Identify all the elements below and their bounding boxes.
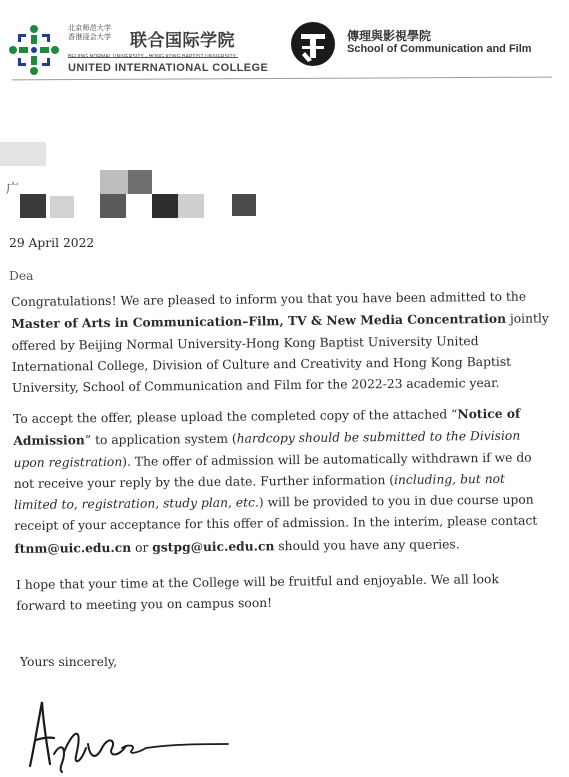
school-en-name: School of Communication and Film xyxy=(347,43,532,55)
p2-text-1: To accept the offer, please upload the completed copy of the attached “ xyxy=(13,407,458,426)
p1-text-1: Congratulations! We are pleased to inform you that you have been admitted to the xyxy=(11,289,527,309)
signature-icon xyxy=(24,688,234,774)
paragraph-admission xyxy=(11,286,552,399)
redacted-block xyxy=(20,194,46,218)
contact-email-ftnm: ftnm@uic.edu.cn xyxy=(14,539,132,556)
p2-text-2: ” to application system ( xyxy=(84,431,237,448)
address-fragment: 广 xyxy=(6,182,20,197)
paragraph-acceptance xyxy=(13,402,553,560)
paragraph-closing-wish: I hope that your time at the College will be fruitful and enjoyable. We all look forward to meeting you on campus soon! xyxy=(16,572,499,614)
program-name: Master of Arts in Communication–Film, TV & New Media Concentration xyxy=(11,311,507,332)
p1-text-2: jointly offered by Beijing Normal University-Hong Kong Baptist University United International College, Division of Culture and Creativity and Hong Kong Baptist University, School of Communication and Film for the 2022-23 academic year. xyxy=(11,311,549,396)
uic-logo-icon xyxy=(4,20,64,80)
including-note: including, but not limited to, registration, study plan, etc. xyxy=(13,471,506,513)
school-cn-name: 傳理與影視學院 xyxy=(347,29,432,43)
letter-date: 29 April 2022 xyxy=(9,236,95,250)
redacted-block xyxy=(232,194,256,216)
p2-text-6: should you have any queries. xyxy=(274,537,460,554)
uic-cn-line2: 香港浸会大学 xyxy=(68,33,112,41)
uic-cn-line1: 北京师范大学 xyxy=(68,24,112,32)
redacted-block xyxy=(128,170,152,194)
notice-of-admission: Notice of Admission xyxy=(13,405,521,449)
redacted-block xyxy=(152,194,178,218)
redacted-block xyxy=(50,196,74,218)
uic-divider xyxy=(68,57,238,58)
uic-name-block xyxy=(68,24,269,74)
salutation: Dea xyxy=(9,269,34,283)
p2-text-3: ). The offer of admission will be automatically withdrawn if we do not receive your reply by the due date. Further information ( xyxy=(13,450,532,491)
header-rule xyxy=(12,77,552,81)
closing: Yours sincerely, xyxy=(20,655,118,669)
redacted-block xyxy=(100,194,126,218)
hardcopy-note: hardcopy should be submitted to the Division upon registration xyxy=(13,428,521,470)
contact-email-gstpg: gstpg@uic.edu.cn xyxy=(152,538,275,555)
uic-en-name: UNITED INTERNATIONAL COLLEGE xyxy=(68,62,269,74)
p2-text-5: or xyxy=(131,540,153,555)
uic-cn-name: 联合国际学院 xyxy=(130,31,235,51)
letterhead xyxy=(0,0,569,80)
redacted-block xyxy=(178,194,204,218)
redacted-block xyxy=(0,142,46,166)
p2-text-4: ) will be provided to you in due course upon receipt of your acceptance for this offer of admission. In the interim, please contact xyxy=(14,492,538,534)
scf-logo-icon xyxy=(288,20,338,68)
